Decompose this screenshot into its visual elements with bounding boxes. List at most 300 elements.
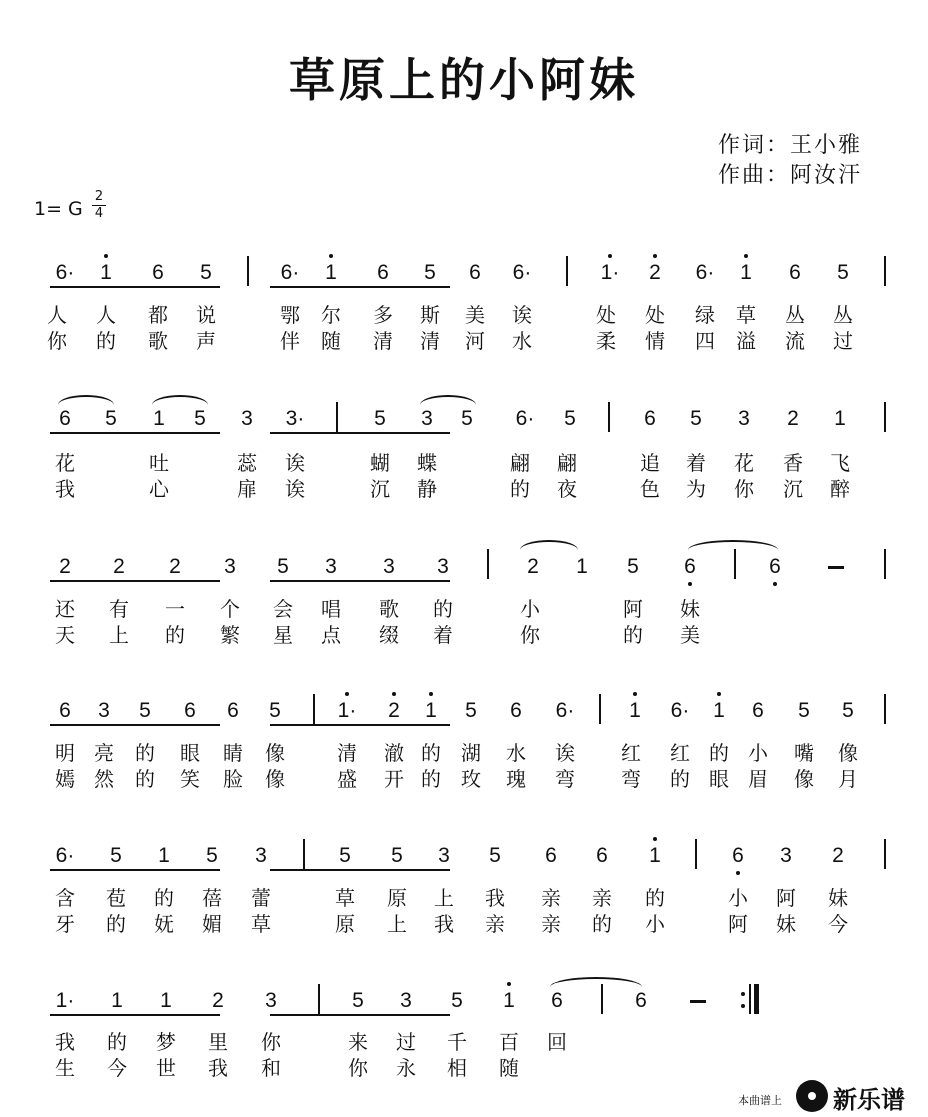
lyric-verse-2: 我 — [208, 1056, 228, 1080]
octave-dot-low — [736, 871, 740, 875]
note: 6 — [596, 844, 608, 867]
lyric-verse-2: 天 — [55, 623, 75, 647]
bar-line — [318, 984, 320, 1014]
note: 6· — [555, 699, 575, 722]
bar-line — [247, 256, 249, 286]
note: 5 — [465, 699, 477, 722]
lyric-verse-1: 蕾 — [251, 886, 271, 910]
bar-line — [303, 839, 305, 869]
lyric-verse-1: 丛 — [785, 303, 805, 327]
lyric-verse-2: 相 — [447, 1056, 467, 1080]
lyric-verse-1: 嘴 — [794, 741, 814, 765]
lyric-verse-2: 今 — [107, 1056, 127, 1080]
lyric-verse-2: 玫 — [461, 767, 481, 791]
note: 5 — [352, 989, 364, 1012]
bar-line — [734, 549, 736, 579]
note: 3 — [383, 555, 395, 578]
bar-line — [884, 549, 886, 579]
note: 6 — [59, 407, 71, 430]
lyric-verse-1: 阿 — [776, 886, 796, 910]
lyric-verse-2: 为 — [686, 477, 706, 501]
lyric-verse-1: 说 — [196, 303, 216, 327]
lyric-verse-2: 心 — [149, 477, 169, 501]
lyric-verse-1: 多 — [373, 303, 393, 327]
octave-dot-high — [104, 254, 108, 258]
note: 3 — [224, 555, 236, 578]
note: 5 — [837, 261, 849, 284]
lyric-verse-2: 歌 — [148, 329, 168, 353]
repeat-dot — [741, 992, 745, 996]
lyric-verse-2: 缀 — [379, 623, 399, 647]
lyric-verse-2: 牙 — [55, 912, 75, 936]
bar-line — [313, 694, 315, 724]
lyric-verse-1: 小 — [728, 886, 748, 910]
note: 1 — [629, 699, 641, 722]
bar-line — [608, 402, 610, 432]
lyric-verse-2: 着 — [433, 623, 453, 647]
beam-line — [50, 432, 220, 434]
slur — [420, 395, 476, 405]
lyric-verse-1: 小 — [748, 741, 768, 765]
bar-line — [601, 984, 603, 1014]
note: 6 — [469, 261, 481, 284]
lyric-verse-2: 世 — [156, 1056, 176, 1080]
lyric-verse-1: 的 — [421, 741, 441, 765]
lyric-verse-2: 瑰 — [506, 767, 526, 791]
lyric-verse-2: 河 — [465, 329, 485, 353]
lyric-verse-2: 月 — [838, 767, 858, 791]
lyric-verse-2: 清 — [420, 329, 440, 353]
note: 5 — [451, 989, 463, 1012]
lyric-verse-2: 四 — [695, 329, 715, 353]
lyric-verse-1: 有 — [109, 597, 129, 621]
lyric-verse-1: 上 — [434, 886, 454, 910]
lyric-verse-1: 飞 — [830, 451, 850, 475]
lyric-verse-2: 情 — [645, 329, 665, 353]
lyric-verse-2: 星 — [273, 623, 293, 647]
note: 3 — [421, 407, 433, 430]
rest-dash — [828, 566, 844, 569]
note: 6 — [545, 844, 557, 867]
bar-line — [487, 549, 489, 579]
note: 1 — [713, 699, 725, 722]
note: 6 — [184, 699, 196, 722]
note: 1 — [325, 261, 337, 284]
lyric-verse-2: 和 — [261, 1056, 281, 1080]
note: 6 — [510, 699, 522, 722]
lyric-verse-2: 的 — [592, 912, 612, 936]
note: 2 — [649, 261, 661, 284]
lyric-verse-1: 的 — [433, 597, 453, 621]
lyric-verse-1: 鄂 — [280, 303, 300, 327]
octave-dot-low — [688, 582, 692, 586]
lyric-verse-2: 你 — [348, 1056, 368, 1080]
lyric-verse-2: 我 — [55, 477, 75, 501]
note: 6 — [227, 699, 239, 722]
bar-line — [884, 839, 886, 869]
lyric-verse-2: 像 — [265, 767, 285, 791]
key-signature: 1= G — [34, 198, 83, 220]
lyric-verse-1: 苞 — [106, 886, 126, 910]
note: 2 — [527, 555, 539, 578]
lyric-verse-2: 然 — [94, 767, 114, 791]
octave-dot-high — [345, 692, 349, 696]
lyric-verse-2: 眼 — [709, 767, 729, 791]
lyric-verse-2: 像 — [794, 767, 814, 791]
lyric-verse-1: 我 — [55, 1030, 75, 1054]
octave-dot-high — [744, 254, 748, 258]
lyric-verse-2: 的 — [510, 477, 530, 501]
lyric-verse-2: 诶 — [285, 477, 305, 501]
lyric-verse-1: 的 — [645, 886, 665, 910]
lyric-verse-2: 我 — [434, 912, 454, 936]
lyric-verse-1: 小 — [520, 597, 540, 621]
note: 5 — [105, 407, 117, 430]
lyric-verse-2: 的 — [165, 623, 185, 647]
brand-name: 新乐谱 — [833, 1086, 905, 1114]
note: 1· — [600, 261, 620, 284]
lyric-verse-1: 会 — [273, 597, 293, 621]
note: 6· — [55, 844, 75, 867]
lyric-verse-1: 一 — [165, 597, 185, 621]
bar-line — [695, 839, 697, 869]
lyric-verse-1: 水 — [506, 741, 526, 765]
lyric-verse-2: 流 — [785, 329, 805, 353]
note: 5 — [339, 844, 351, 867]
lyric-verse-2: 夜 — [557, 477, 577, 501]
lyric-verse-2: 清 — [373, 329, 393, 353]
note: 6· — [670, 699, 690, 722]
note: 2 — [212, 989, 224, 1012]
note: 5 — [627, 555, 639, 578]
lyric-verse-2: 的 — [670, 767, 690, 791]
lyric-verse-1: 诶 — [512, 303, 532, 327]
lyric-verse-1: 吐 — [149, 451, 169, 475]
note: 1 — [100, 261, 112, 284]
lyric-verse-1: 的 — [154, 886, 174, 910]
lyric-verse-1: 像 — [838, 741, 858, 765]
lyric-verse-2: 你 — [520, 623, 540, 647]
note: 1 — [740, 261, 752, 284]
lyric-verse-2: 柔 — [596, 329, 616, 353]
lyric-verse-1: 亲 — [592, 886, 612, 910]
lyric-verse-1: 诶 — [555, 741, 575, 765]
lyric-verse-1: 睛 — [223, 741, 243, 765]
lyric-verse-1: 丛 — [833, 303, 853, 327]
lyric-verse-2: 草 — [251, 912, 271, 936]
lyric-verse-1: 澈 — [384, 741, 404, 765]
lyric-verse-2: 醉 — [830, 477, 850, 501]
note: 2 — [832, 844, 844, 867]
note: 6 — [789, 261, 801, 284]
octave-dot-low — [773, 582, 777, 586]
note: 3 — [400, 989, 412, 1012]
note: 5 — [690, 407, 702, 430]
note: 6· — [280, 261, 300, 284]
lyric-verse-2: 盛 — [337, 767, 357, 791]
lyric-verse-2: 美 — [680, 623, 700, 647]
lyric-verse-1: 蓓 — [202, 886, 222, 910]
lyric-verse-1: 蝴 — [370, 451, 390, 475]
beam-line — [270, 1014, 450, 1016]
note: 5 — [489, 844, 501, 867]
octave-dot-high — [717, 692, 721, 696]
lyric-verse-2: 亲 — [485, 912, 505, 936]
lyric-verse-2: 过 — [833, 329, 853, 353]
octave-dot-high — [507, 982, 511, 986]
note: 1 — [160, 989, 172, 1012]
lyric-verse-2: 的 — [135, 767, 155, 791]
note: 1 — [503, 989, 515, 1012]
note: 6· — [55, 261, 75, 284]
lyric-verse-1: 过 — [396, 1030, 416, 1054]
note: 3 — [325, 555, 337, 578]
lyric-verse-2: 上 — [387, 912, 407, 936]
lyric-verse-1: 我 — [485, 886, 505, 910]
lyric-verse-1: 千 — [447, 1030, 467, 1054]
note: 6· — [512, 261, 532, 284]
note: 5 — [391, 844, 403, 867]
lyric-verse-1: 草 — [736, 303, 756, 327]
lyric-verse-1: 清 — [337, 741, 357, 765]
lyric-verse-2: 的 — [623, 623, 643, 647]
note: 6 — [644, 407, 656, 430]
lyric-verse-1: 亲 — [541, 886, 561, 910]
lyric-verse-2: 随 — [321, 329, 341, 353]
note: 6 — [684, 555, 696, 578]
lyric-verse-2: 点 — [321, 623, 341, 647]
lyric-verse-2: 笑 — [180, 767, 200, 791]
lyric-verse-1: 追 — [640, 451, 660, 475]
lyric-verse-1: 处 — [645, 303, 665, 327]
bar-line — [884, 694, 886, 724]
lyric-verse-1: 来 — [348, 1030, 368, 1054]
time-signature-bottom: 4 — [94, 206, 104, 221]
lyric-verse-1: 里 — [208, 1030, 228, 1054]
time-signature — [92, 190, 106, 221]
bar-line — [599, 694, 601, 724]
lyric-verse-1: 明 — [55, 741, 75, 765]
lyric-verse-1: 美 — [465, 303, 485, 327]
octave-dot-high — [429, 692, 433, 696]
lyric-verse-2: 开 — [384, 767, 404, 791]
note: 2 — [169, 555, 181, 578]
beam-line — [270, 286, 450, 288]
beam-line — [270, 580, 450, 582]
lyric-verse-1: 人 — [96, 303, 116, 327]
octave-dot-high — [329, 254, 333, 258]
bar-line — [566, 256, 568, 286]
lyric-verse-1: 都 — [148, 303, 168, 327]
bar-line — [884, 256, 886, 286]
lyric-verse-1: 阿 — [623, 597, 643, 621]
lyric-verse-1: 人 — [47, 303, 67, 327]
lyric-verse-1: 歌 — [379, 597, 399, 621]
lyric-verse-1: 红 — [621, 741, 641, 765]
lyric-verse-2: 水 — [512, 329, 532, 353]
note: 2 — [388, 699, 400, 722]
lyric-verse-1: 草 — [335, 886, 355, 910]
lyric-verse-1: 亮 — [94, 741, 114, 765]
time-signature-top: 2 — [94, 189, 104, 204]
rest-dash — [690, 1000, 706, 1003]
note: 2 — [113, 555, 125, 578]
lyric-verse-2: 沉 — [783, 477, 803, 501]
lyric-verse-2: 眉 — [748, 767, 768, 791]
lyric-verse-1: 蝶 — [417, 451, 437, 475]
note: 3 — [438, 844, 450, 867]
note: 5 — [110, 844, 122, 867]
lyric-verse-2: 静 — [417, 477, 437, 501]
lyric-verse-1: 翩 — [557, 451, 577, 475]
lyric-verse-2: 阿 — [728, 912, 748, 936]
note: 6 — [635, 989, 647, 1012]
beam-line — [50, 286, 220, 288]
beam-line — [270, 432, 450, 434]
note: 6 — [59, 699, 71, 722]
bar-line — [336, 402, 338, 432]
lyric-verse-2: 生 — [55, 1056, 75, 1080]
lyric-verse-1: 绿 — [695, 303, 715, 327]
note: 6· — [515, 407, 535, 430]
lyric-verse-1: 妹 — [828, 886, 848, 910]
note: 5 — [842, 699, 854, 722]
note: 5 — [194, 407, 206, 430]
lyric-verse-2: 你 — [734, 477, 754, 501]
lyric-verse-1: 翩 — [510, 451, 530, 475]
note: 6· — [695, 261, 715, 284]
lyric-verse-2: 的 — [421, 767, 441, 791]
lyric-verse-2: 沉 — [370, 477, 390, 501]
note: 5 — [564, 407, 576, 430]
note: 5 — [374, 407, 386, 430]
lyric-verse-2: 媚 — [202, 912, 222, 936]
note: 3 — [265, 989, 277, 1012]
lyric-verse-2: 原 — [335, 912, 355, 936]
note: 5 — [277, 555, 289, 578]
lyric-verse-2: 的 — [96, 329, 116, 353]
repeat-dot — [741, 1004, 745, 1008]
lyric-verse-1: 蕊 — [237, 451, 257, 475]
lyric-verse-2: 声 — [196, 329, 216, 353]
lyric-verse-1: 含 — [55, 886, 75, 910]
lyric-verse-2: 你 — [47, 329, 67, 353]
octave-dot-high — [653, 254, 657, 258]
slur — [58, 395, 114, 405]
lyric-verse-2: 小 — [645, 912, 665, 936]
lyric-verse-1: 像 — [265, 741, 285, 765]
lyric-verse-1: 着 — [686, 451, 706, 475]
lyric-verse-1: 斯 — [420, 303, 440, 327]
lyric-verse-1: 眼 — [180, 741, 200, 765]
lyric-verse-1: 百 — [499, 1030, 519, 1054]
octave-dot-high — [633, 692, 637, 696]
lyric-verse-2: 的 — [106, 912, 126, 936]
lyric-verse-1: 处 — [596, 303, 616, 327]
lyric-verse-2: 色 — [640, 477, 660, 501]
lyric-verse-2: 永 — [396, 1056, 416, 1080]
lyric-verse-1: 回 — [547, 1030, 567, 1054]
note: 3 — [255, 844, 267, 867]
note: 1· — [337, 699, 357, 722]
lyric-verse-1: 个 — [220, 597, 240, 621]
note: 1· — [55, 989, 75, 1012]
beam-line — [270, 724, 450, 726]
note: 3 — [241, 407, 253, 430]
beam-line — [50, 1014, 220, 1016]
composer-credit: 作曲：阿汝汗 — [718, 163, 863, 188]
note: 6 — [152, 261, 164, 284]
note: 1 — [158, 844, 170, 867]
note: 3 — [780, 844, 792, 867]
octave-dot-high — [653, 837, 657, 841]
note: 6 — [732, 844, 744, 867]
lyric-verse-2: 嫣 — [55, 767, 75, 791]
octave-dot-high — [608, 254, 612, 258]
lyric-verse-2: 亲 — [541, 912, 561, 936]
lyric-verse-2: 弯 — [555, 767, 575, 791]
lyric-verse-1: 诶 — [285, 451, 305, 475]
lyric-verse-1: 原 — [387, 886, 407, 910]
lyric-verse-2: 溢 — [736, 329, 756, 353]
lyric-verse-2: 繁 — [220, 623, 240, 647]
note: 3 — [98, 699, 110, 722]
note: 3· — [285, 407, 305, 430]
lyric-verse-2: 伴 — [280, 329, 300, 353]
octave-dot-high — [392, 692, 396, 696]
lyric-verse-1: 湖 — [461, 741, 481, 765]
note: 6 — [551, 989, 563, 1012]
note: 1 — [576, 555, 588, 578]
lyric-verse-2: 扉 — [237, 477, 257, 501]
lyric-verse-1: 你 — [261, 1030, 281, 1054]
note: 5 — [424, 261, 436, 284]
lyric-verse-1: 梦 — [156, 1030, 176, 1054]
slur — [152, 395, 208, 405]
note: 5 — [461, 407, 473, 430]
lyricist-credit: 作词：王小雅 — [718, 133, 863, 158]
note: 5 — [269, 699, 281, 722]
note: 6 — [752, 699, 764, 722]
lyric-verse-1: 香 — [783, 451, 803, 475]
lyric-verse-2: 弯 — [621, 767, 641, 791]
lyric-verse-2: 今 — [828, 912, 848, 936]
note: 1 — [649, 844, 661, 867]
song-title: 草原上的小阿妹 — [289, 53, 639, 107]
note: 2 — [59, 555, 71, 578]
beam-line — [50, 869, 220, 871]
source-note: 本曲谱上 — [738, 1094, 782, 1107]
lyric-verse-1: 唱 — [321, 597, 341, 621]
lyric-verse-1: 花 — [734, 451, 754, 475]
note: 1 — [425, 699, 437, 722]
lyric-verse-1: 红 — [670, 741, 690, 765]
lyric-verse-1: 尔 — [321, 303, 341, 327]
lyric-verse-1: 的 — [107, 1030, 127, 1054]
lyric-verse-1: 还 — [55, 597, 75, 621]
note: 1 — [111, 989, 123, 1012]
note: 5 — [798, 699, 810, 722]
slur — [688, 540, 778, 550]
lyric-verse-1: 花 — [55, 451, 75, 475]
lyric-verse-1: 的 — [135, 741, 155, 765]
note: 5 — [206, 844, 218, 867]
lyric-verse-2: 脸 — [223, 767, 243, 791]
lyric-verse-2: 随 — [499, 1056, 519, 1080]
note: 1 — [834, 407, 846, 430]
repeat-thin-bar — [749, 984, 751, 1014]
note: 6 — [377, 261, 389, 284]
